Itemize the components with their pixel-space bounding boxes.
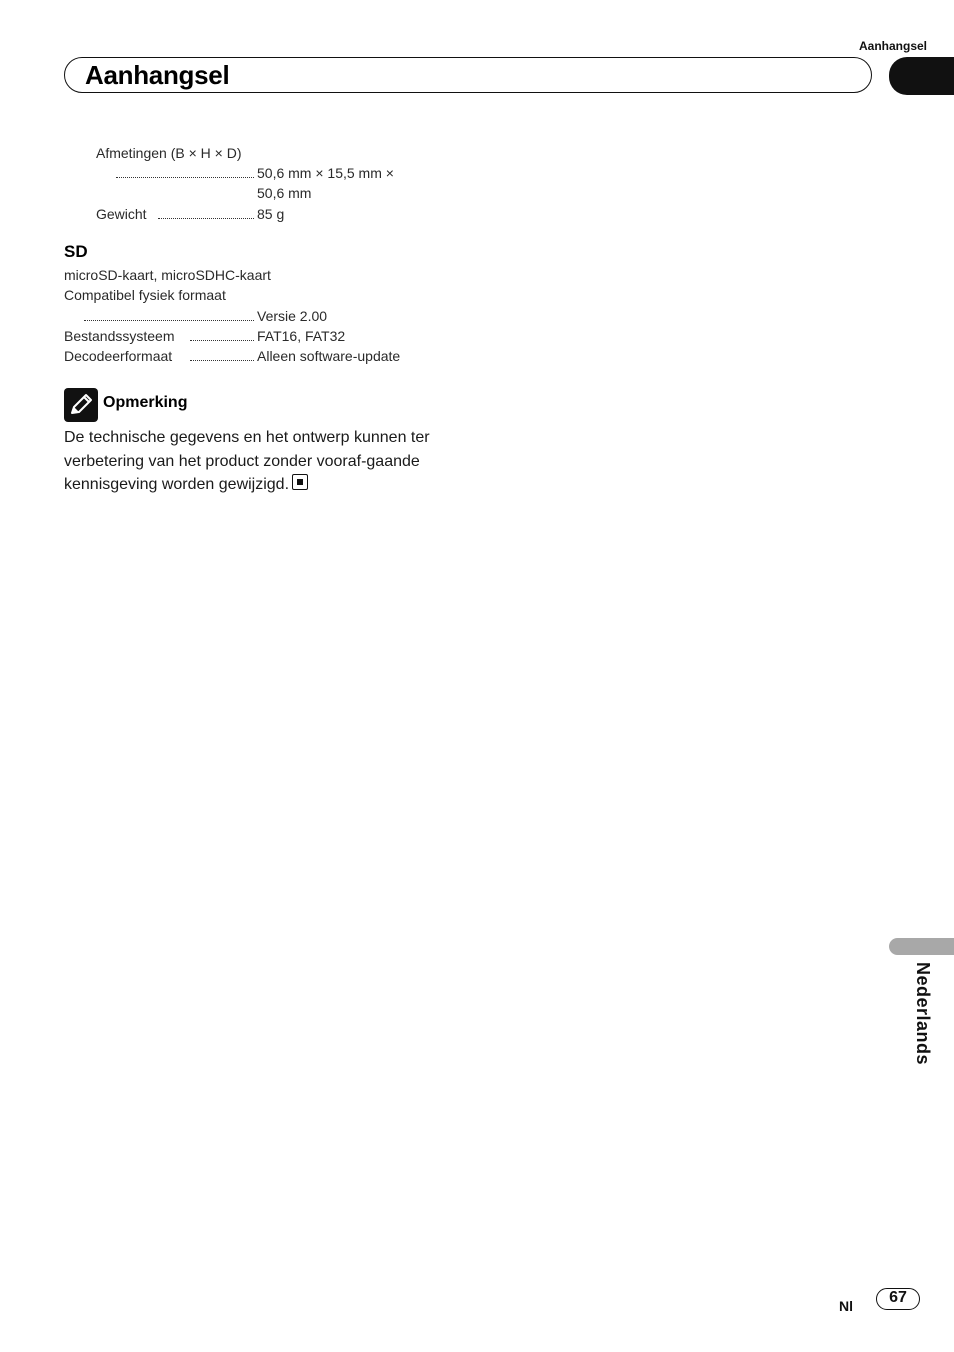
note-title: Opmerking bbox=[103, 394, 188, 411]
dot-leader bbox=[158, 218, 254, 219]
dot-leader bbox=[84, 320, 254, 321]
language-tab bbox=[889, 938, 954, 955]
gewicht-value: 85 g bbox=[257, 206, 285, 222]
gewicht-label: Gewicht bbox=[96, 206, 147, 222]
note-text bbox=[64, 426, 454, 497]
end-mark-icon bbox=[292, 474, 308, 490]
decode-value: Alleen software-update bbox=[257, 348, 401, 364]
dot-leader bbox=[190, 360, 254, 361]
afmetingen-value-line2: 50,6 mm bbox=[257, 185, 312, 201]
section-title: Aanhangsel bbox=[85, 60, 230, 90]
filesystem-value: FAT16, FAT32 bbox=[257, 328, 346, 344]
running-head: Aanhangsel bbox=[858, 39, 927, 53]
chapter-tab bbox=[889, 57, 954, 95]
decode-label: Decodeerformaat bbox=[64, 348, 173, 364]
language-label: Nederlands bbox=[913, 962, 933, 1066]
dot-leader bbox=[116, 177, 254, 178]
sd-card-types: microSD-kaart, microSDHC-kaart bbox=[64, 267, 271, 283]
page-number: 67 bbox=[876, 1288, 920, 1310]
filesystem-label: Bestandssysteem bbox=[64, 328, 175, 344]
note-body: De technische gegevens en het ontwerp kunnen ter verbetering van het product zonder vooraf-gaande kennisgeving worden gewijzigd. bbox=[64, 429, 430, 493]
afmetingen-label: Afmetingen (B × H × D) bbox=[96, 145, 242, 161]
format-label: Compatibel fysiek formaat bbox=[64, 287, 226, 303]
format-value: Versie 2.00 bbox=[257, 308, 328, 324]
pencil-icon bbox=[64, 388, 98, 422]
dot-leader bbox=[190, 340, 254, 341]
footer-language-code: Nl bbox=[839, 1298, 853, 1314]
section-title-bar bbox=[64, 57, 872, 93]
sd-heading: SD bbox=[64, 242, 88, 261]
afmetingen-value-line1: 50,6 mm × 15,5 mm × bbox=[257, 165, 394, 181]
